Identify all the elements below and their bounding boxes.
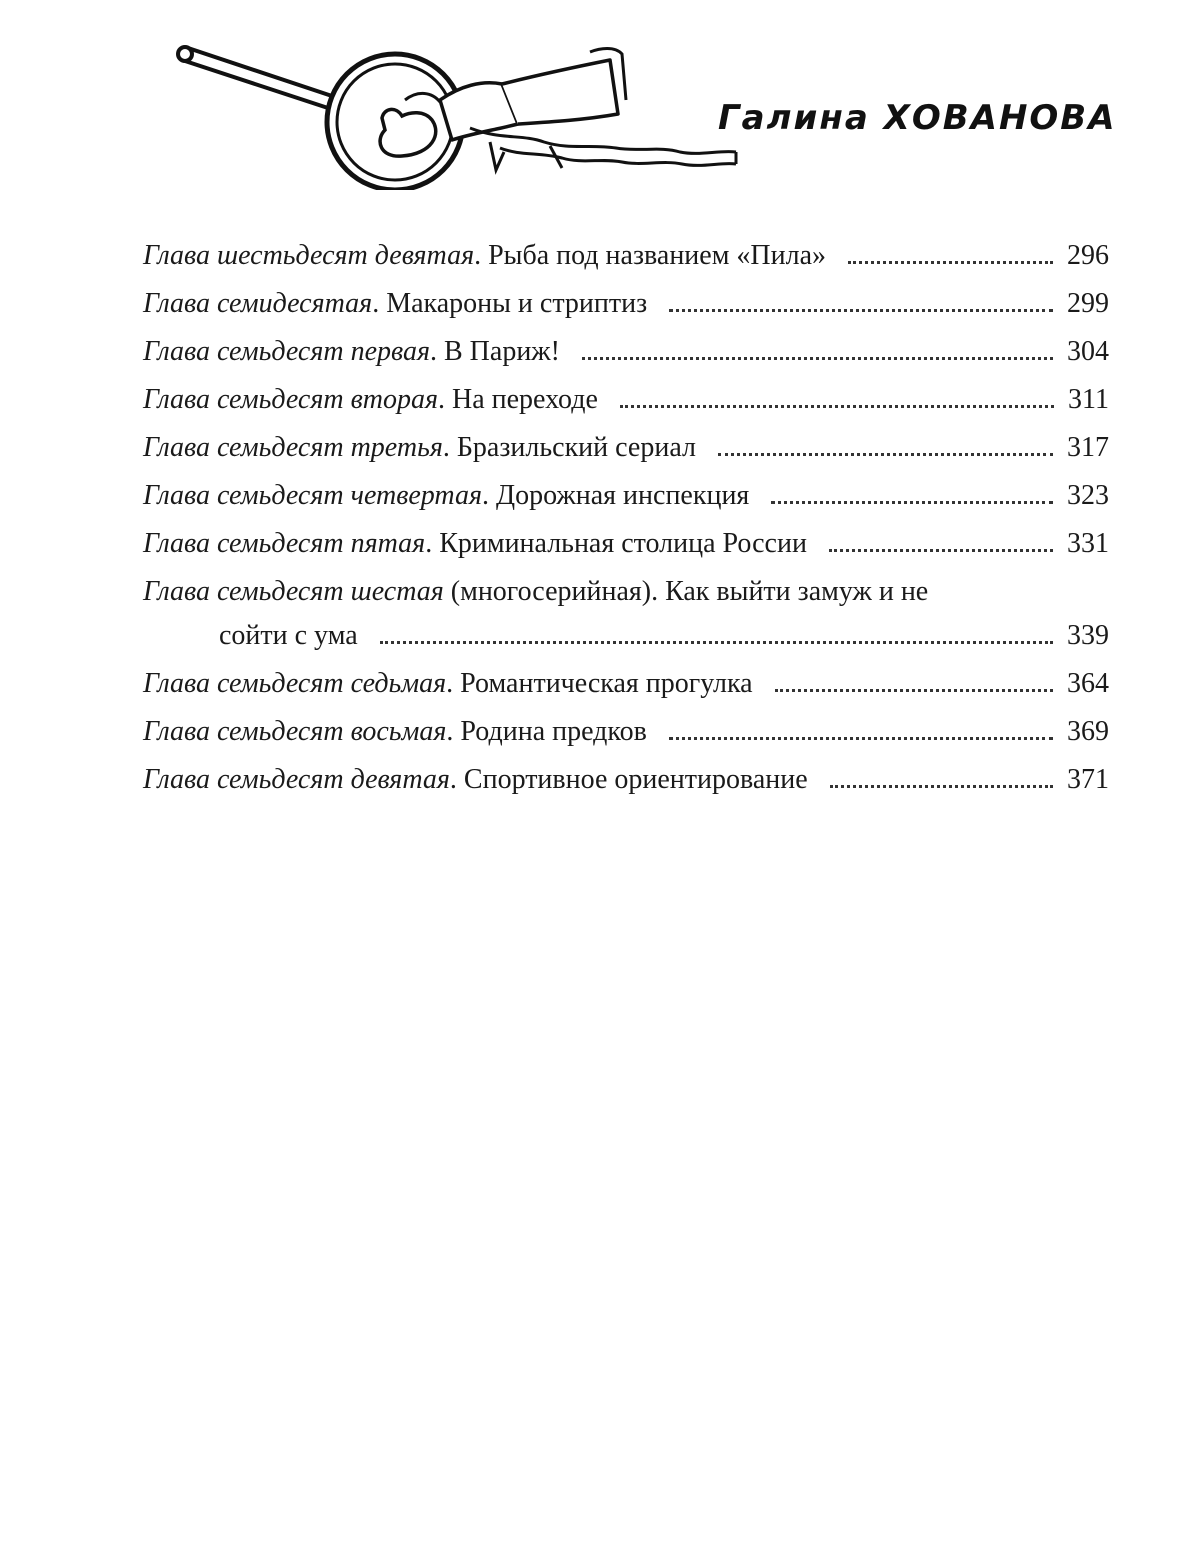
dot-leader: [829, 549, 1053, 552]
toc-entry: [143, 280, 1109, 328]
dot-leader: [830, 785, 1053, 788]
chapter-number: Глава шестьдесят девятая: [143, 240, 475, 271]
chapter-title: (многосерийная). Как выйти замуж и не: [450, 576, 929, 607]
chapter-number: Глава семидесятая: [143, 288, 373, 319]
toc-entry: [143, 520, 1109, 568]
chapter-title: Рыба под названием «Пила»: [488, 240, 827, 271]
page-number: 317: [1067, 432, 1109, 463]
page-number: 371: [1067, 764, 1109, 795]
chapter-separator: .: [474, 240, 489, 271]
dot-leader: [582, 357, 1053, 360]
chapter-title: Спортивное ориентирование: [463, 764, 808, 795]
chapter-title: Дорожная инспекция: [496, 480, 750, 511]
toc-entry: [143, 232, 1109, 280]
toc-entry: [143, 708, 1109, 756]
chapter-title: Бразильский сериал: [456, 432, 696, 463]
chapter-separator: .: [425, 528, 440, 559]
page-number: 311: [1068, 384, 1109, 415]
chapter-title: На переходе: [451, 384, 598, 415]
chapter-separator: .: [430, 336, 444, 367]
chapter-separator: .: [446, 716, 461, 747]
dot-leader: [620, 405, 1054, 408]
chapter-separator: .: [446, 668, 461, 699]
dot-leader: [669, 309, 1053, 312]
chapter-separator: .: [442, 432, 457, 463]
dot-leader: [848, 261, 1053, 264]
toc-entry-line: [143, 568, 1109, 616]
chapter-title: Родина предков: [460, 716, 647, 747]
page-number: 339: [1067, 620, 1109, 651]
chapter-title-continued: сойти с ума: [219, 620, 358, 651]
page-number: 304: [1067, 336, 1109, 367]
page-number: 364: [1067, 668, 1109, 699]
page-number: 369: [1067, 716, 1109, 747]
chapter-title: Романтическая прогулка: [460, 668, 753, 699]
dot-leader: [669, 737, 1053, 740]
chapter-number: Глава семьдесят третья: [143, 432, 443, 463]
toc-entry: [143, 328, 1109, 376]
toc-entry: [143, 568, 1109, 660]
chapter-separator: .: [482, 480, 497, 511]
page-number: 331: [1067, 528, 1109, 559]
dot-leader: [771, 501, 1053, 504]
page-number: 296: [1067, 240, 1109, 271]
toc-entry: [143, 660, 1109, 708]
toc-entry: [143, 756, 1109, 804]
dot-leader: [380, 641, 1053, 644]
chapter-separator: .: [449, 764, 464, 795]
chapter-number: Глава семьдесят восьмая: [143, 716, 447, 747]
chapter-number: Глава семьдесят седьмая: [143, 668, 447, 699]
page-number: 299: [1067, 288, 1109, 319]
chapter-number: Глава семьдесят вторая: [143, 384, 438, 415]
page-number: 323: [1067, 480, 1109, 511]
magnifying-glass-icon: [170, 30, 750, 190]
chapter-title: Макароны и стриптиз: [386, 288, 648, 319]
chapter-number: Глава семьдесят первая: [143, 336, 430, 367]
chapter-separator: .: [437, 384, 452, 415]
dot-leader: [775, 689, 1053, 692]
toc-entry-line: [143, 612, 1109, 660]
chapter-number: Глава семьдесят девятая: [143, 764, 450, 795]
toc-entry: [143, 472, 1109, 520]
toc-entry: [143, 424, 1109, 472]
chapter-number: Глава семьдесят четвертая: [143, 480, 483, 511]
chapter-separator: .: [372, 288, 387, 319]
chapter-title: Криминальная столица России: [439, 528, 807, 559]
dot-leader: [718, 453, 1053, 456]
chapter-number: Глава семьдесят шестая: [143, 576, 444, 607]
toc-entry: [143, 376, 1109, 424]
page-header: [170, 30, 1117, 190]
chapter-title: В Париж!: [444, 336, 560, 367]
author-name: Галина ХОВАНОВА: [718, 98, 1117, 138]
chapter-separator: [444, 576, 451, 607]
table-of-contents: [143, 232, 1109, 804]
chapter-number: Глава семьдесят пятая: [143, 528, 426, 559]
